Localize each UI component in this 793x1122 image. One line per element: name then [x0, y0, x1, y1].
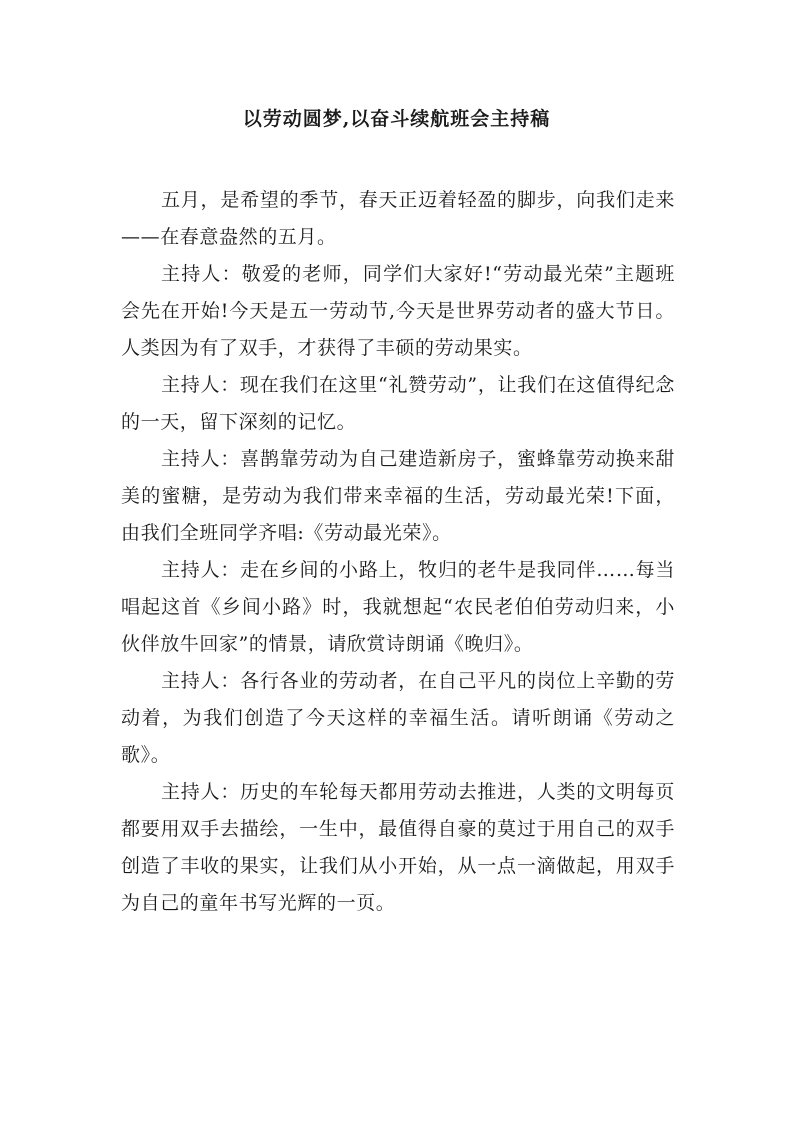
- paragraph-host-praise-labor: 主持人：现在我们在这里“礼赞劳动”，让我们在这值得纪念的一天，留下深刻的记忆。: [121, 374, 675, 433]
- paragraph-host-greeting: 主持人：敬爱的老师，同学们大家好!“劳动最光荣”主题班会先在开始!今天是五一劳动节,今天是世界劳动者的盛大节日。人类因为有了双手，才获得了丰硕的劳动果实。: [121, 263, 675, 359]
- paragraph-host-poem: 主持人：走在乡间的小路上，牧归的老牛是我同伴……每当唱起这首《乡间小路》时，我就想起“农民老伯伯劳动归来，小伙伴放牛回家”的情景，请欣赏诗朗诵《晚归》。: [121, 559, 675, 655]
- document-title: 以劳动圆梦,以奋斗续航班会主持稿: [242, 108, 551, 130]
- paragraph-host-song: 主持人：喜鹊靠劳动为自己建造新房子，蜜蜂靠劳动换来甜美的蜜糖，是劳动为我们带来幸福的生活，劳动最光荣!下面，由我们全班同学齐唱:《劳动最光荣》。: [121, 448, 675, 544]
- document-body: [121, 182, 675, 922]
- paragraph-host-closing: 主持人：历史的车轮每天都用劳动去推进，人类的文明每页都要用双手去描绘，一生中，最值得自豪的莫过于用自己的双手创造了丰收的果实，让我们从小开始，从一点一滴做起，用双手为自己的童年书写光辉的一页。: [121, 781, 675, 914]
- paragraph-opening: 五月，是希望的季节，春天正迈着轻盈的脚步，向我们走来——在春意盎然的五月。: [121, 189, 675, 248]
- paragraph-host-recitation: 主持人：各行各业的劳动者，在自己平凡的岗位上辛勤的劳动着，为我们创造了今天这样的幸福生活。请听朗诵《劳动之歌》。: [121, 670, 675, 766]
